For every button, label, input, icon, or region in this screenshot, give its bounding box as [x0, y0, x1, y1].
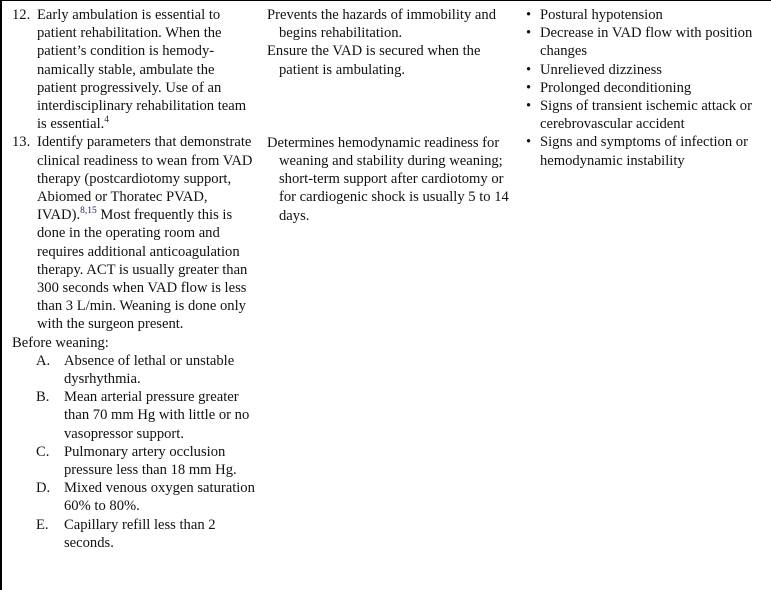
criteria-letter: A. — [36, 352, 51, 369]
bullet-icon: • — [526, 25, 532, 42]
rationale-text: Prevents the hazards of immobility and begins rehabilitation. — [267, 7, 496, 42]
step-number: 12. — [12, 7, 31, 23]
criteria-text: Mean arterial pressure greater than 70 mm Hg with little or no vasopressor support. — [64, 389, 250, 442]
step-text: Identify parameters that demonstrate clinical readiness to wean from VAD therapy (postcardiotomy support, Abiomed or Thoratec PVAD, IVAD). — [37, 134, 253, 224]
report-item — [524, 61, 771, 79]
report-item — [524, 133, 771, 169]
report-text: Decrease in VAD flow with position changes — [540, 25, 753, 60]
step-12 — [12, 6, 257, 133]
report-list-step-13 — [524, 133, 771, 169]
report-item — [524, 97, 771, 133]
report-list-step-12 — [524, 6, 771, 133]
weaning-criteria-list — [12, 352, 257, 552]
criteria-text: Capillary refill less than 2 seconds. — [64, 516, 216, 551]
bullet-icon: • — [526, 7, 532, 23]
report-text: Postural hypotension — [540, 7, 663, 23]
criteria-text: Mixed venous oxygen saturation 60% to 80%. — [64, 480, 255, 515]
bullet-icon: • — [526, 134, 532, 151]
step-number: 13. — [12, 134, 31, 151]
criteria-item — [12, 388, 257, 443]
bullet-icon: • — [526, 98, 532, 115]
step-text-continued: Most frequently this is done in the operating room and requires additional anticoagulation therapy. ACT is usually greater than 300 seconds when VAD flow is less than 3 L/min. Weaning is done only with the surgeon present. — [37, 207, 248, 333]
report-text: Prolonged deconditioning — [540, 79, 692, 96]
report-item — [524, 79, 771, 97]
rationale-text: Ensure the VAD is secured when the patient is ambulating. — [267, 43, 481, 78]
criteria-letter: E. — [36, 516, 49, 533]
criteria-letter: D. — [36, 480, 51, 497]
criteria-item — [12, 443, 257, 479]
criteria-letter: C. — [36, 443, 50, 460]
report-item — [524, 24, 771, 60]
reportable-conditions-column — [524, 6, 771, 170]
rationale-column — [267, 6, 517, 225]
step-text: Early ambulation is essential to patient rehabilitation. When the patient’s condition is hemodynamically stable, ambulate the patient progressively. Use of an interdisciplinary rehabilitation team is essential. — [37, 7, 247, 133]
criteria-item — [12, 516, 257, 552]
bullet-icon: • — [526, 61, 532, 78]
criteria-text: Pulmonary artery occlusion pressure less than 18 mm Hg. — [64, 443, 237, 479]
bullet-icon: • — [526, 79, 532, 96]
report-text: Signs and symptoms of infection or hemodynamic instability — [540, 134, 748, 169]
criteria-item — [12, 479, 257, 515]
step-13 — [12, 133, 257, 333]
report-text: Signs of transient ischemic attack or cerebrovascular accident — [540, 98, 752, 133]
rationale-text: Determines hemodynamic readiness for weaning and stability during weaning; short-term support after cardiotomy or for cardiogenic shock is usually 5 to 14 days. — [267, 134, 509, 224]
reference-superscript: 4 — [104, 115, 110, 126]
criteria-text: Absence of lethal or unstable dysrhythmia. — [64, 352, 235, 388]
steps-column — [12, 6, 257, 552]
criteria-item — [12, 352, 257, 388]
report-text: Unrelieved dizziness — [540, 61, 662, 78]
reference-superscript: 8,15 — [80, 206, 97, 217]
report-item — [524, 6, 771, 24]
before-weaning-label: Before weaning: — [12, 334, 109, 351]
criteria-letter: B. — [36, 389, 50, 406]
